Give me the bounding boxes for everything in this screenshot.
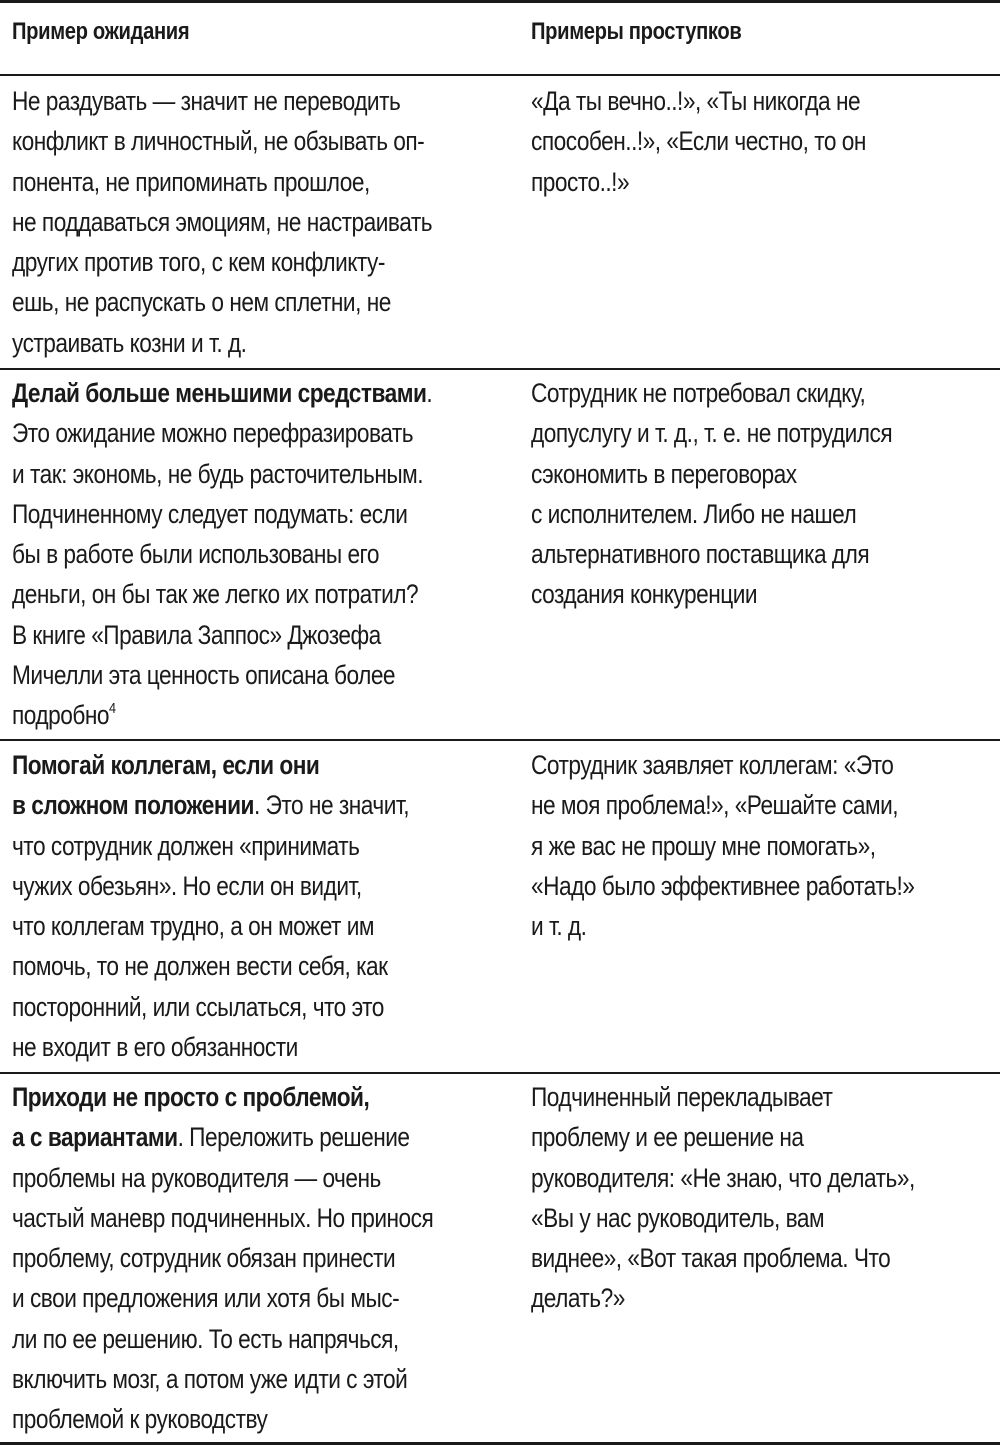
footnote-marker: 4 (108, 700, 116, 718)
column-header-expectation: Пример ожидания (12, 18, 190, 45)
header-rule (0, 74, 1000, 76)
table-top-rule (0, 0, 1000, 3)
expectation-cell: Не раздувать — значит не переводить конфликт в личностный, не обзывать оп- понента, не припоминать прошлое, не поддаваться эмоциям, не настраивать других против того, с кем конфликту- ешь, не распускать о нем сплетни, не устраивать козни и т. д. (12, 86, 433, 358)
row-divider (0, 1072, 1000, 1074)
expectation-cell: Помогай коллегам, если они в сложном положении. Это не значит, что сотрудник должен «принимать чужих обезьян». Но если он видит, что коллегам трудно, а он может им помочь, то не должен вести себя, как посторонний, или ссылаться, что это не входит в его обязанности (12, 745, 409, 1067)
violation-cell: «Да ты вечно..!», «Ты никогда не способен..!», «Если честно, то он просто..!» (531, 86, 866, 197)
violation-cell: Подчиненный перекладывает проблему и ее решение на руководителя: «Не знаю, что делать», «Вы у нас руководитель, вам виднее», «Вот такая проблема. Что делать?» (531, 1082, 915, 1314)
violation-cell: Сотрудник заявляет коллегам: «Это не моя проблема!», «Решайте сами, я же вас не прошу мне помогать», «Надо было эффективнее работать!» и т. д. (531, 750, 915, 942)
column-header-violations: Примеры проступков (531, 18, 742, 45)
row-divider (0, 368, 1000, 370)
expectation-title: Делай больше меньшими средствами. (12, 378, 433, 408)
violation-cell: Сотрудник не потребовал скидку, допуслугу и т. д., т. е. не потрудился сэкономить в переговорах с исполнителем. Либо не нашел альтернативного поставщика для создания конкуренции (531, 378, 893, 610)
expectation-cell: Делай больше меньшими средствами. Это ожидание можно перефразировать и так: экономь, не будь расточительным. Подчиненному следует подумать: если бы в работе были использованы его деньги, он бы так же легко их потратил? В книге «Правила Заппос» Джозефа Мичелли эта ценность описана более подробно$^4$ (12, 373, 432, 736)
expectation-title: Приходи не просто с проблемой, (12, 1082, 370, 1112)
row-divider (0, 739, 1000, 741)
expectation-title: Помогай коллегам, если они (12, 750, 320, 780)
expectation-cell: Приходи не просто с проблемой, а с вариантами. Переложить решение проблемы на руководителя — очень частый маневр подчиненных. Но принося проблему, сотрудник обязан принести и свои предложения или хотя бы мыс- ли по ее решению. То есть напрячься, включить мозг, а потом уже идти с этой проблемой к руководству (12, 1077, 433, 1440)
